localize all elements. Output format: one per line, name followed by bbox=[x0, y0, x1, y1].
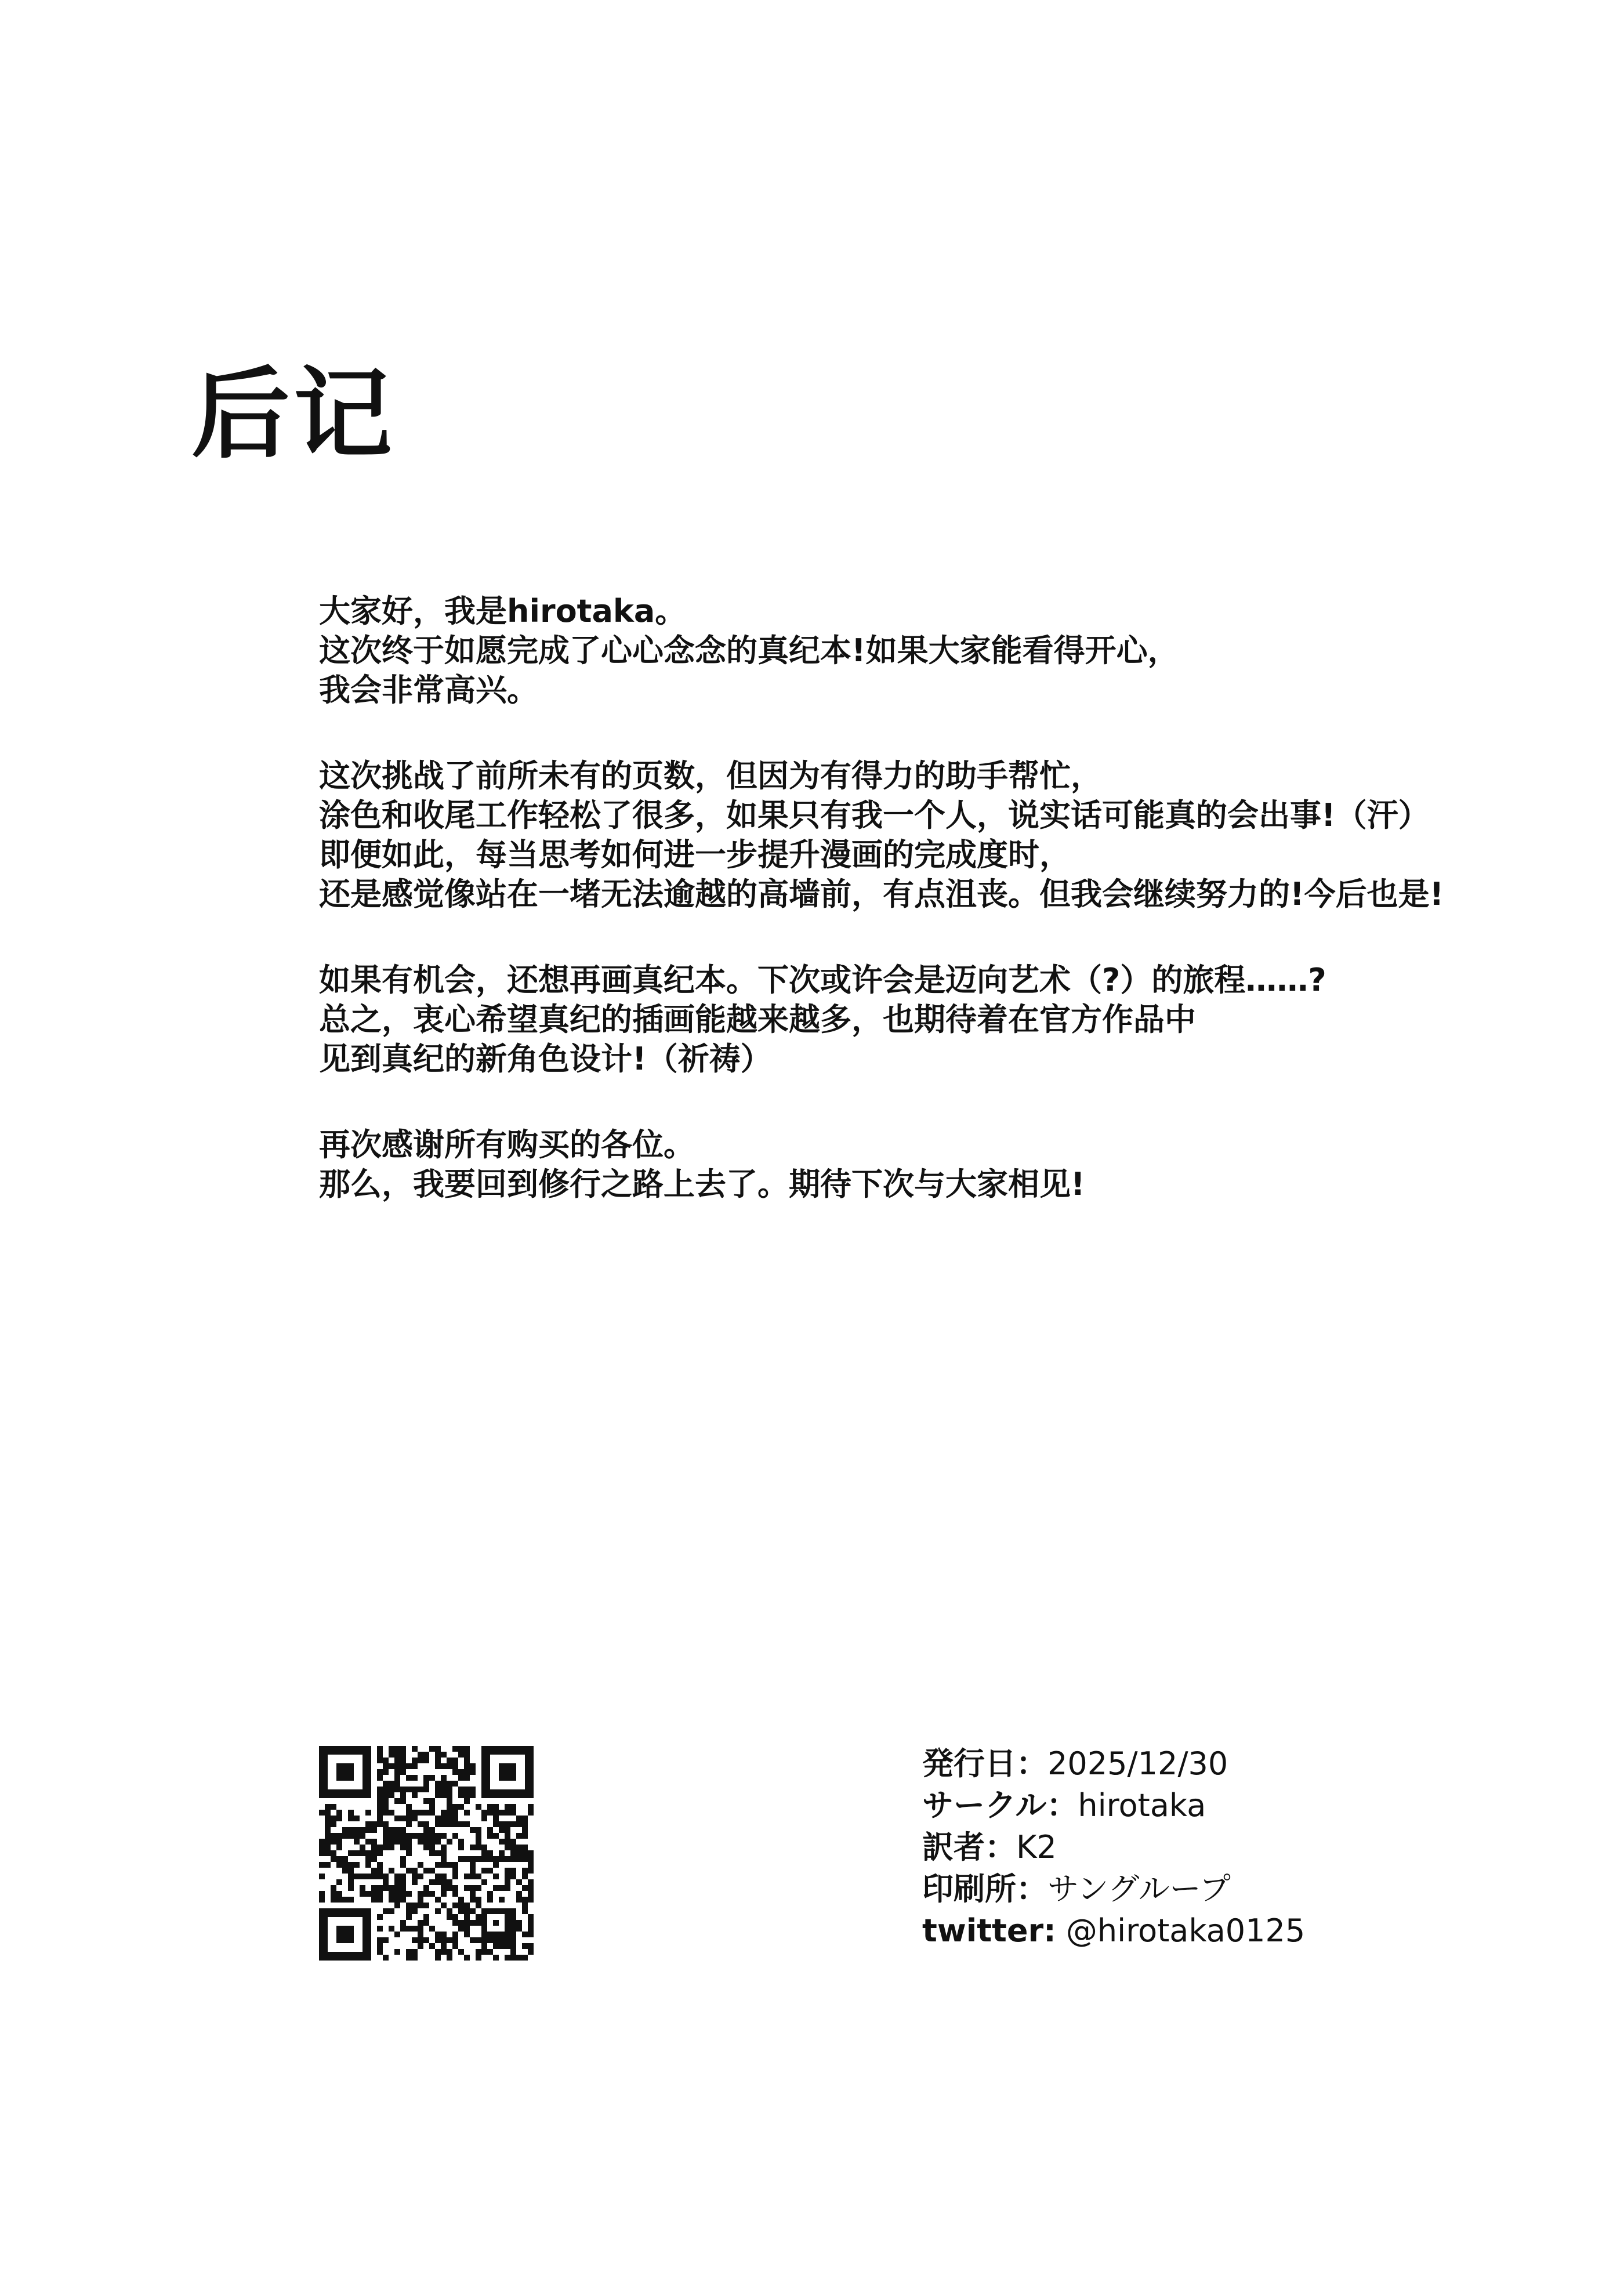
paragraph-1 bbox=[319, 592, 1583, 710]
text-line: 涂色和收尾工作轻松了很多，如果只有我一个人，说实话可能真的会出事!（汗） bbox=[319, 797, 1430, 834]
text-line: 见到真纪的新角色设计!（祈祷） bbox=[319, 1041, 772, 1077]
paragraph-2 bbox=[319, 756, 1583, 914]
text-line: 还是感觉像站在一堵无法逾越的高墙前，有点沮丧。但我会继续努力的!今后也是! bbox=[319, 876, 1444, 912]
paragraph-4 bbox=[319, 1125, 1583, 1204]
publish-date-label: 発行日： bbox=[922, 1745, 1047, 1782]
translator-value: K2 bbox=[1016, 1829, 1057, 1865]
twitter-label: twitter: bbox=[922, 1912, 1056, 1949]
text-line: 这次挑战了前所未有的页数，但因为有得力的助手帮忙， bbox=[319, 758, 1102, 794]
page-title: 后记 bbox=[191, 357, 396, 472]
circle-label: サークル： bbox=[922, 1787, 1078, 1824]
text-line: 我会非常高兴。 bbox=[319, 672, 538, 708]
circle-row bbox=[922, 1785, 1589, 1827]
qr-code-icon[interactable] bbox=[319, 1746, 534, 1961]
twitter-handle-link[interactable]: @hirotaka0125 bbox=[1056, 1912, 1306, 1949]
text-line: 那么，我要回到修行之路上去了。期待下次与大家相见! bbox=[319, 1166, 1085, 1202]
afterword-body bbox=[319, 592, 1583, 1251]
printer-row bbox=[922, 1868, 1589, 1910]
colophon bbox=[922, 1743, 1589, 1952]
text-line: 总之，衷心希望真纪的插画能越来越多，也期待着在官方作品中 bbox=[319, 1001, 1196, 1038]
printer-value: サングループ bbox=[1047, 1871, 1231, 1907]
twitter-row[interactable] bbox=[922, 1910, 1589, 1952]
text-line: 再次感谢所有购买的各位。 bbox=[319, 1126, 695, 1163]
text-line: 即便如此，每当思考如何进一步提升漫画的完成度时， bbox=[319, 836, 1071, 873]
text-line: 大家好，我是hirotaka。 bbox=[319, 593, 687, 629]
publish-date-row bbox=[922, 1743, 1589, 1785]
translator-label: 訳者： bbox=[922, 1829, 1016, 1865]
paragraph-3 bbox=[319, 961, 1583, 1079]
text-line: 如果有机会，还想再画真纪本。下次或许会是迈向艺术（?）的旅程……? bbox=[319, 962, 1326, 998]
publish-date-value: 2025/12/30 bbox=[1047, 1745, 1228, 1782]
circle-value: hirotaka bbox=[1078, 1787, 1206, 1824]
translator-row bbox=[922, 1827, 1589, 1868]
printer-label: 印刷所： bbox=[922, 1871, 1047, 1907]
text-line: 这次终于如愿完成了心心念念的真纪本!如果大家能看得开心， bbox=[319, 632, 1179, 669]
